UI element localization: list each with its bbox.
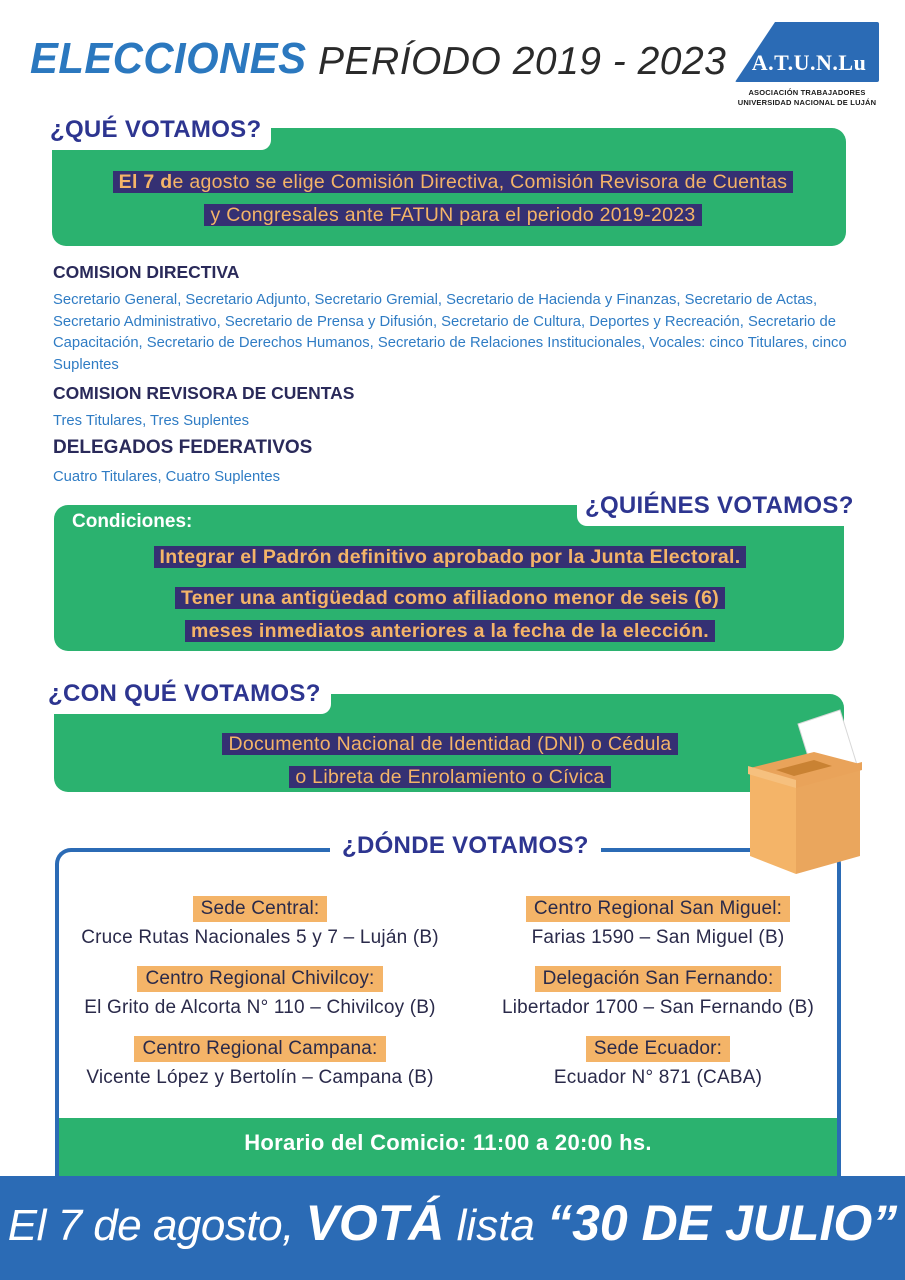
title-elecciones: ELECCIONES [30, 34, 307, 83]
con-que-votamos-heading: ¿CON QUÉ VOTAMOS? [42, 676, 331, 714]
comision-revisora-heading: COMISION REVISORA DE CUENTAS [53, 383, 355, 403]
condition-2 [60, 582, 840, 648]
condition-1 [60, 541, 840, 574]
logo-text: A.T.U.N.Lu [751, 50, 867, 75]
location-label: Sede Central: [193, 896, 328, 922]
footer-part-lista: lista [444, 1201, 548, 1250]
location-san-fernando [460, 966, 856, 1019]
conditions-label: Condiciones: [72, 511, 193, 532]
con-que-line1: Documento Nacional de Identidad (DNI) o Cédula [222, 733, 677, 755]
location-label: Centro Regional Campana: [134, 1036, 385, 1062]
location-san-miguel [460, 896, 856, 949]
que-votamos-line1-b: e agosto se elige Comisión Directiva, Comisión Revisora de Cuentas [172, 171, 788, 193]
location-label: Centro Regional San Miguel: [526, 896, 790, 922]
condition-2-line1: Tener una antigüedad como afiliadono menor de seis (6) [175, 587, 725, 609]
condition-1-text: Integrar el Padrón definitivo aprobado por la Junta Electoral. [154, 546, 747, 568]
location-address: Libertador 1700 – San Fernando (B) [501, 997, 815, 1018]
location-campana [60, 1036, 460, 1089]
que-votamos-text [68, 166, 838, 232]
que-votamos-line1-a: El 7 d [118, 171, 173, 193]
location-address: Ecuador N° 871 (CABA) [553, 1067, 763, 1088]
location-address: El Grito de Alcorta N° 110 – Chivilcoy (B) [84, 997, 436, 1018]
comision-revisora-body: Tres Titulares, Tres Suplentes [53, 413, 250, 429]
condition-2-line2: meses inmediatos anteriores a la fecha de la elección. [185, 620, 715, 642]
con-que-line2: o Libreta de Enrolamiento o Cívica [289, 766, 610, 788]
que-votamos-heading: ¿QUÉ VOTAMOS? [44, 112, 271, 150]
footer-part-vota: VOTÁ [305, 1195, 445, 1251]
location-sede-central [60, 896, 460, 949]
atunlu-logo [735, 22, 879, 112]
location-label: Sede Ecuador: [586, 1036, 730, 1062]
logo-subtitle-1: ASOCIACIÓN TRABAJADORES [748, 88, 866, 97]
location-chivilcoy [60, 966, 460, 1019]
title-period: PERÍODO 2019 - 2023 [318, 40, 727, 83]
quienes-votamos-heading: ¿QUIÉNES VOTAMOS? [577, 488, 860, 526]
ballot-box-icon [740, 706, 868, 876]
horario-text: Horario del Comicio: 11:00 a 20:00 hs. [244, 1130, 652, 1155]
logo-subtitle-2: UNIVERSIDAD NACIONAL DE LUJÁN [737, 98, 877, 107]
location-address: Vicente López y Bertolín – Campana (B) [86, 1067, 434, 1088]
location-label: Delegación San Fernando: [535, 966, 782, 992]
donde-votamos-heading: ¿DÓNDE VOTAMOS? [330, 832, 601, 860]
comision-directiva-body: Secretario General, Secretario Adjunto, Secretario Gremial, Secretario de Hacienda y Finanzas, Secretario de Actas, Secretario Administrativo, Secretario de Prensa y Difusión, Secretario de Cultura, Deportes y Recreación, Secretario de Capacitación, Secretario de Derechos Humanos, Secretario de Relaciones Institucionales, Vocales: cinco Titulares, cinco Suplentes [53, 292, 847, 373]
footer-slogan [0, 1194, 905, 1252]
delegados-heading: DELEGADOS FEDERATIVOS [53, 437, 313, 458]
comision-directiva-heading: COMISION DIRECTIVA [53, 262, 240, 282]
que-votamos-line2: y Congresales ante FATUN para el periodo 2019-2023 [204, 204, 701, 226]
location-address: Cruce Rutas Nacionales 5 y 7 – Luján (B) [81, 927, 439, 948]
location-label: Centro Regional Chivilcoy: [137, 966, 382, 992]
location-address: Farias 1590 – San Miguel (B) [531, 927, 785, 948]
con-que-votamos-text [60, 728, 840, 794]
delegados-body: Cuatro Titulares, Cuatro Suplentes [53, 469, 281, 485]
footer-part-list-name: “30 DE JULIO” [547, 1195, 898, 1251]
footer-part-date: El 7 de agosto, [7, 1201, 306, 1250]
location-ecuador [460, 1036, 856, 1089]
